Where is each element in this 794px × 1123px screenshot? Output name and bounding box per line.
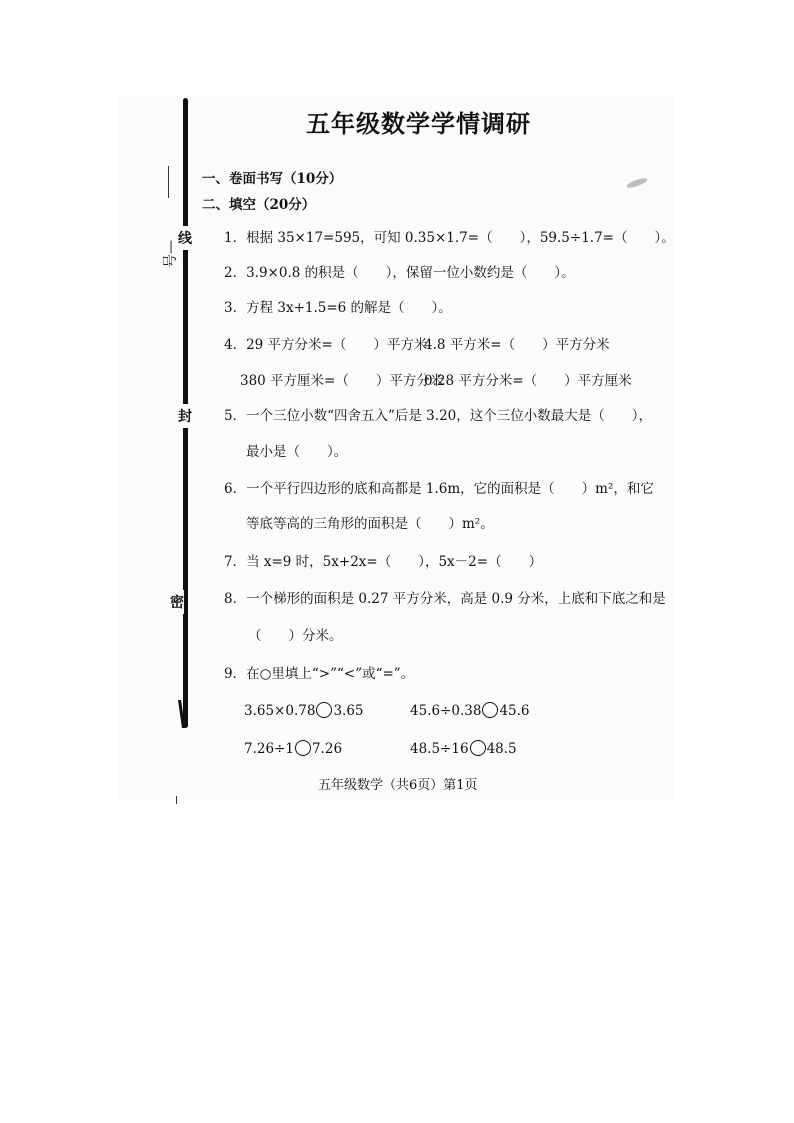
question-3: 3．方程 3x+1.5=6 的解是（ ）。 bbox=[224, 300, 452, 316]
question-4a: 4．29 平方分米=（ ）平方米 bbox=[224, 337, 428, 353]
question-7: 7．当 x=9 时，5x+2x=（ ），5x－2=（ ） bbox=[224, 554, 543, 570]
compare-left: 7.26÷1 bbox=[244, 741, 294, 757]
compare-left: 48.5÷16 bbox=[410, 741, 469, 757]
question-4b: 4.8 平方米=（ ）平方分米 bbox=[424, 337, 610, 353]
question-6b: 等底等高的三角形的面积是（ ）m²。 bbox=[246, 516, 494, 532]
compare-item-4 bbox=[410, 740, 517, 757]
question-1: 1．根据 35×17=595，可知 0.35×1.7=（ ），59.5÷1.7=（ ）。 bbox=[224, 230, 675, 246]
question-5b: 最小是（ ）。 bbox=[246, 444, 348, 460]
compare-right: 7.26 bbox=[311, 741, 343, 757]
compare-item-3 bbox=[244, 740, 342, 757]
scan-mark bbox=[176, 796, 177, 804]
student-number-label: 号— bbox=[163, 240, 179, 268]
compare-circle-icon bbox=[316, 702, 332, 718]
question-8b: （ ）分米。 bbox=[248, 628, 343, 644]
question-8a: 8．一个梯形的面积是 0.27 平方分米，高是 0.9 分米，上底和下底之和是 bbox=[224, 591, 666, 607]
compare-right: 48.5 bbox=[486, 741, 517, 757]
compare-right: 45.6 bbox=[499, 703, 530, 719]
question-5a: 5．一个三位小数“四舍五入”后是 3.20，这个三位小数最大是（ ）， bbox=[224, 408, 652, 424]
compare-left: 45.6÷0.38 bbox=[410, 703, 482, 719]
compare-right: 3.65 bbox=[333, 703, 364, 719]
page-footer: 五年级数学（共6页）第1页 bbox=[318, 778, 478, 793]
section-handwriting: 一、卷面书写（10分） bbox=[202, 171, 343, 187]
compare-item-2 bbox=[410, 702, 530, 719]
question-9: 9．在○里填上“>”“<”或“=”。 bbox=[224, 666, 415, 682]
compare-circle-icon bbox=[482, 702, 498, 718]
question-4d: 0.28 平方分米=（ ）平方厘米 bbox=[424, 373, 632, 389]
student-number-blank bbox=[168, 166, 169, 198]
compare-left: 3.65×0.78 bbox=[244, 703, 316, 719]
binding-char-dense: 密 bbox=[170, 590, 184, 614]
compare-circle-icon bbox=[470, 740, 486, 756]
question-2: 2．3.9×0.8 的积是（ ），保留一位小数约是（ ）。 bbox=[224, 265, 575, 281]
binding-char-seal: 封 bbox=[178, 404, 192, 428]
question-6a: 6．一个平行四边形的底和高都是 1.6m，它的面积是（ ）m²，和它 bbox=[224, 481, 654, 497]
question-4c: 380 平方厘米=（ ）平方分米 bbox=[240, 373, 444, 389]
page-title: 五年级数学学情调研 bbox=[306, 109, 531, 138]
binding-char-line: 线 bbox=[178, 226, 192, 250]
compare-circle-icon bbox=[295, 740, 311, 756]
section-fill-blanks: 二、填空（20分） bbox=[202, 197, 316, 213]
compare-item-1 bbox=[244, 702, 364, 719]
